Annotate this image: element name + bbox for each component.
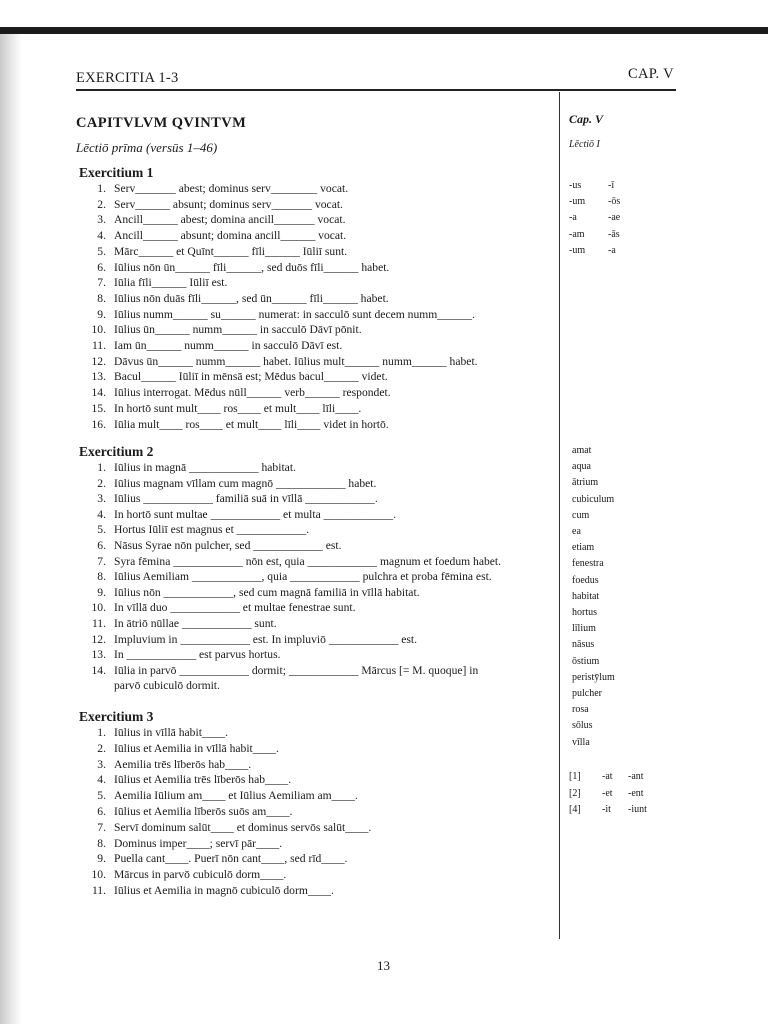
item-text: Iūlius interrogat. Mēdus nūll______ verb______ respondet. (114, 386, 391, 400)
header-rule (76, 89, 676, 91)
item-text: Impluvium in ____________ est. In impluviō ____________ est. (114, 632, 418, 646)
vocab-word: etiam (572, 542, 595, 554)
exercise-1-item (0, 260, 560, 275)
item-text: Iūlia in parvō ____________ dormit; ____________ Mārcus [= M. quoque] in (114, 663, 479, 677)
item-text: Aemilia Iūlium am____ et Iūlius Aemiliam am____. (114, 789, 358, 803)
item-number: 3. (97, 492, 106, 506)
item-number: 14. (91, 663, 106, 677)
item-number: 10. (91, 868, 106, 882)
item-number: 6. (97, 805, 106, 818)
item-text: Ancill______ absunt; domina ancill______ vocat. (114, 229, 347, 243)
exercise-3-title: Exercitium 3 (79, 709, 154, 724)
item-text: In hortō sunt multae ____________ et multa ____________. (114, 507, 397, 521)
exercise-1-item (0, 307, 560, 322)
exercise-1-item (0, 354, 560, 369)
exercise-2-item (0, 460, 560, 475)
vocab-word: ātrium (572, 477, 599, 489)
exercise-3-item (0, 836, 560, 851)
exercise-1-item (0, 401, 560, 416)
sidebar-chapter: Cap. V (569, 112, 604, 126)
conjugation-number: [1] (569, 771, 581, 782)
vocab-word: nāsus (572, 639, 595, 651)
sidebar-ending-row (569, 196, 621, 208)
item-number: 2. (97, 741, 106, 755)
exercise-1-item (0, 212, 560, 227)
item-text: Iūlius Aemiliam ____________, quia ____________ pulchra et proba fēmina est. (114, 570, 492, 584)
item-number: 1. (97, 726, 106, 739)
sidebar-ending-row (569, 244, 616, 257)
item-number: 2. (97, 197, 106, 211)
ending-singular: -am (569, 228, 585, 240)
item-text: Syra fēmina ____________ nōn est, quia ____________ magnum et foedum habet. (114, 554, 502, 568)
page-number: 13 (377, 958, 390, 973)
sidebar-lectio: Lēctiō I (569, 139, 600, 150)
exercise-1-item (0, 385, 560, 400)
item-text: Iūlius ūn______ numm______ in sacculō Dāvī pōnit. (114, 323, 362, 337)
item-number: 13. (91, 370, 106, 384)
exercise-2-item (0, 632, 560, 647)
sidebar-ending-row (569, 212, 621, 224)
item-number: 11. (91, 339, 106, 352)
exercise-3-item (0, 741, 560, 756)
exercise-1-item (0, 228, 560, 243)
item-text: Dominus imper____; servī pār____. (114, 836, 283, 850)
item-text: Iūlius et Aemilia in magnō cubiculō dorm____. (114, 884, 334, 897)
exercise-2-item (0, 663, 560, 678)
exercise-3-item (0, 725, 560, 740)
item-number: 14. (91, 386, 106, 400)
ending-singular: -us (569, 180, 582, 191)
ending-singular: -a (569, 212, 577, 224)
conjugation-plural: -ant (628, 771, 644, 782)
exercise-2-item (0, 491, 560, 506)
scan-top-edge (0, 27, 768, 34)
item-text: In vīllā duo ____________ et multae fenestrae sunt. (114, 601, 356, 615)
item-number: 12. (91, 354, 106, 368)
item-number: 10. (91, 323, 106, 337)
exercise-1-item (0, 181, 560, 196)
vocab-word: ōstium (572, 655, 600, 667)
sidebar-conjugation-row (569, 771, 644, 783)
item-number: 3. (97, 757, 106, 771)
vocab-word: hortus (572, 607, 597, 618)
item-number: 9. (97, 852, 106, 866)
exercise-2-item (0, 600, 560, 615)
item-number: 7. (97, 554, 106, 568)
vocab-word: vīlla (572, 736, 590, 748)
item-text: Iūlius nōn duās fīli______, sed ūn______ fīli______ habet. (114, 291, 389, 305)
sidebar-ending-row (569, 180, 615, 192)
conjugation-singular: -et (602, 787, 613, 799)
item-number: 13. (91, 648, 106, 662)
item-text: Iūlius et Aemilia trēs līberōs hab____. (114, 773, 292, 787)
vocab-word: līlium (572, 623, 596, 635)
exercise-2-item-continuation (0, 678, 560, 693)
exercise-1-item (0, 369, 560, 384)
exercise-1-item (0, 244, 560, 259)
item-number: 9. (97, 585, 106, 599)
item-number: 2. (97, 476, 106, 490)
item-text: Iūlius in vīllā habit____. (114, 726, 228, 739)
exercise-3-item (0, 772, 560, 787)
item-number: 4. (97, 773, 106, 787)
lectio-heading: Lēctiō prīma (versūs 1–46) (76, 140, 218, 155)
item-number: 6. (97, 260, 106, 274)
item-text: In ____________ est parvus hortus. (114, 648, 281, 662)
vocab-word: fenestra (572, 558, 604, 570)
item-number: 16. (91, 417, 106, 431)
item-text-continuation: parvō cubiculō dormit. (114, 679, 220, 693)
exercise-1-item (0, 417, 560, 432)
vocab-word: foedus (572, 574, 599, 586)
ending-singular: -um (569, 244, 586, 256)
item-number: 1. (97, 461, 106, 474)
item-text: Mārcus in parvō cubiculō dorm____. (114, 868, 287, 882)
ending-plural: -ōs (608, 196, 621, 208)
exercise-2-item (0, 585, 560, 600)
exercise-3-item (0, 883, 560, 898)
item-text: Aemilia trēs līberōs hab____. (114, 757, 252, 771)
item-text: Bacul______ Iūliī in mēnsā est; Mēdus bacul______ videt. (114, 370, 388, 384)
exercise-3-item (0, 804, 560, 819)
exercise-2-item (0, 554, 560, 569)
exercise-1-item (0, 338, 560, 353)
vocab-word: amat (572, 445, 592, 456)
vocab-word: cubiculum (572, 493, 615, 505)
item-text: Iūlius in magnā ____________ habitat. (114, 461, 296, 474)
item-number: 6. (97, 539, 106, 552)
item-number: 5. (97, 789, 106, 803)
exercise-1-title: Exercitium 1 (79, 165, 154, 180)
exercise-2-item (0, 616, 560, 631)
exercise-2-item (0, 476, 560, 491)
item-number: 12. (91, 632, 106, 646)
item-number: 8. (97, 291, 106, 305)
exercise-1-item (0, 291, 560, 306)
vocab-word: peristȳlum (572, 671, 615, 683)
item-text: Iūlius magnam vīllam cum magnō ____________ habet. (114, 476, 377, 490)
exercise-2-item (0, 647, 560, 662)
item-number: 9. (97, 307, 106, 321)
item-number: 15. (91, 401, 106, 415)
exercise-3-item (0, 820, 560, 835)
item-text: Mārc______ et Quīnt______ fīli______ Iūliī sunt. (114, 244, 348, 258)
item-text: Dāvus ūn______ numm______ habet. Iūlius mult______ numm______ habet. (114, 354, 478, 368)
item-text: Iūlia mult____ ros____ et mult____ līli____ videt in hortō. (114, 417, 389, 431)
exercise-2-item (0, 522, 560, 537)
vocab-word: rosa (572, 704, 589, 716)
item-text: Servī dominum salūt____ et dominus servōs salūt____. (114, 820, 372, 834)
item-text: Iūlius nōn ____________, sed cum magnā familiā in vīllā habitat. (114, 585, 420, 599)
exercise-2-item (0, 538, 560, 553)
exercise-1-item (0, 275, 560, 290)
running-header-right: CAP. V (628, 66, 674, 82)
vocab-word: habitat (572, 590, 600, 602)
exercise-3-item (0, 851, 560, 866)
exercise-2-item (0, 569, 560, 584)
conjugation-singular: -at (602, 771, 613, 782)
ending-plural: -a (608, 244, 616, 256)
ending-plural: -ās (608, 228, 620, 240)
item-number: 4. (97, 229, 106, 243)
chapter-title: CAPITVLVM QVINTVM (76, 115, 247, 131)
item-text: Iūlius nōn ūn______ fīli______, sed duōs fīli______ habet. (114, 260, 390, 274)
item-text: Ancill______ abest; domina ancill_______ vocat. (114, 213, 346, 227)
exercise-1-item (0, 197, 560, 212)
sidebar-ending-row (569, 228, 620, 241)
item-number: 8. (97, 570, 106, 584)
item-number: 7. (97, 820, 106, 834)
ending-plural: -ae (608, 212, 621, 224)
conjugation-number: [4] (569, 804, 581, 815)
sidebar-conjugation-row (569, 787, 644, 800)
item-number: 8. (97, 836, 106, 850)
item-number: 5. (97, 523, 106, 537)
running-header-left: EXERCITIA 1-3 (76, 70, 179, 86)
conjugation-plural: -ent (628, 787, 644, 799)
ending-singular: -um (569, 196, 586, 208)
item-number: 4. (97, 507, 106, 521)
item-text: Puella cant____. Puerī nōn cant____, sed rīd____. (114, 852, 348, 866)
item-number: 11. (91, 617, 106, 630)
item-number: 7. (97, 276, 106, 290)
sidebar-conjugation-row (569, 804, 647, 816)
vocab-word: ea (572, 526, 581, 537)
item-text: Serv_______ abest; dominus serv________ vocat. (114, 182, 349, 195)
conjugation-plural: -iunt (628, 804, 647, 815)
vocab-word: cum (572, 509, 590, 521)
conjugation-singular: -it (602, 804, 611, 815)
item-number: 10. (91, 601, 106, 615)
item-text: Iūlius numm______ su______ numerat: in sacculō sunt decem numm______. (114, 307, 475, 321)
item-text: Iūlius et Aemilia in vīllā habit____. (114, 741, 279, 755)
exercise-3-item (0, 757, 560, 772)
item-text: In ātriō nūllae ____________ sunt. (114, 617, 277, 630)
item-number: 3. (97, 213, 106, 227)
item-text: Iūlius et Aemilia līberōs suōs am____. (114, 805, 293, 818)
vocab-word: aqua (572, 461, 591, 473)
item-text: Serv______ absunt; dominus serv_______ vocat. (114, 197, 343, 211)
item-number: 5. (97, 244, 106, 258)
exercise-1-item (0, 322, 560, 337)
exercise-2-title: Exercitium 2 (79, 444, 154, 459)
item-text: In hortō sunt mult____ ros____ et mult____ līli____. (114, 401, 362, 415)
exercise-3-item (0, 867, 560, 882)
vocab-word: pulcher (572, 688, 602, 699)
conjugation-number: [2] (569, 787, 581, 799)
item-text: Iam ūn______ numm______ in sacculō Dāvī est. (114, 339, 343, 352)
item-number: 11. (91, 884, 106, 897)
exercise-3-item (0, 788, 560, 803)
item-text: Nāsus Syrae nōn pulcher, sed ____________ est. (114, 539, 342, 552)
ending-plural: -ī (608, 180, 615, 191)
exercise-2-item (0, 507, 560, 522)
item-number: 1. (97, 182, 106, 195)
item-text: Hortus Iūliī est magnus et ____________. (114, 523, 310, 537)
vocab-word: sōlus (572, 720, 593, 732)
item-text: Iūlia fīli______ Iūliī est. (114, 276, 228, 290)
item-text: Iūlius ____________ familiā suā in vīllā ____________. (114, 492, 378, 506)
